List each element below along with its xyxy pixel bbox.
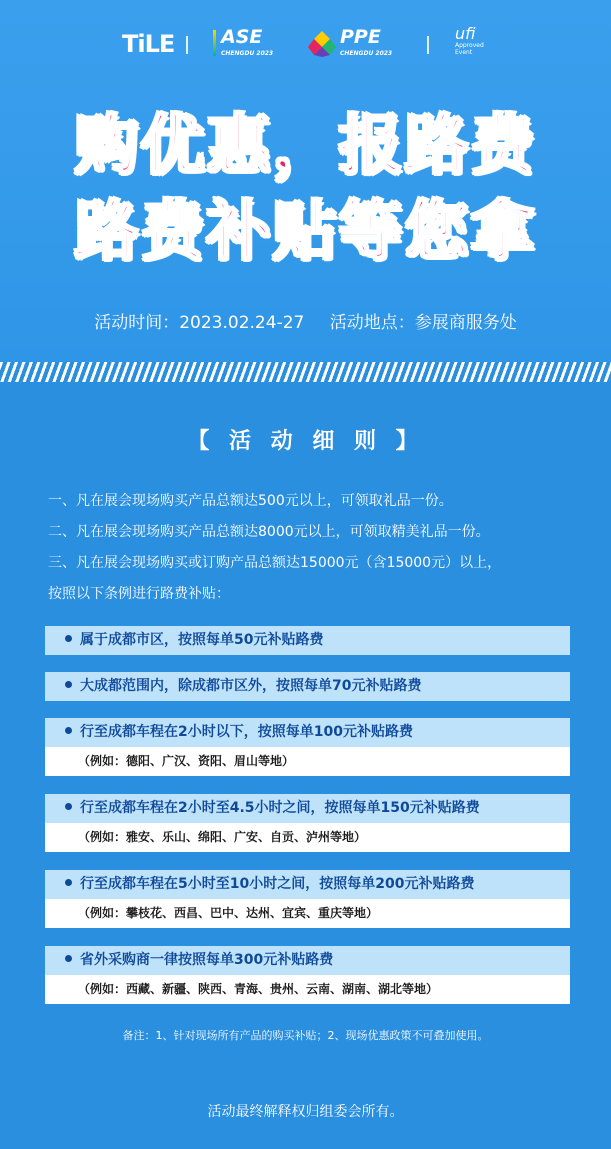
subsidy-example: （例如：西藏、新疆、陕西、青海、贵州、云南、湖南、湖北等地） [45, 975, 570, 1004]
event-time: 活动时间：2023.02.24-27 [94, 313, 305, 333]
ppe-logo-text: PPE [340, 26, 381, 48]
subsidy-box [45, 794, 570, 852]
subsidy-head-text: 省外采购商一律按照每单300元补贴路费 [80, 952, 334, 968]
rule-item: 按照以下条例进行路费补贴： [48, 586, 230, 602]
bullet-icon [65, 955, 72, 962]
bullet-icon [65, 879, 72, 886]
subsidy-head [45, 718, 570, 747]
rule-item: 二、凡在展会现场购买产品总额达8000元以上，可领取精美礼品一份。 [48, 524, 490, 540]
subsidy-head [45, 946, 570, 975]
subsidy-box [45, 870, 570, 928]
event-info [0, 308, 611, 333]
bullet-icon [65, 727, 72, 734]
subsidy-head [45, 794, 570, 823]
ase-logo-subtext: CHENGDU 2023 [221, 50, 274, 57]
subsidy-example: （例如：攀枝花、西昌、巴中、达州、宜宾、重庆等地） [45, 899, 570, 928]
note-text: 备注：1、针对现场所有产品的购买补贴；2、现场优惠政策不可叠加使用。 [122, 1029, 489, 1042]
rule-item: 一、凡在展会现场购买产品总额达500元以上，可领取礼品一份。 [48, 493, 453, 509]
subsidy-head-text: 大成都范围内，除成都市区外，按照每单70元补贴路费 [80, 678, 422, 694]
ppe-logo-subtext: CHENGDU 2023 [340, 50, 393, 57]
subsidy-example: （例如：雅安、乐山、绵阳、广安、自贡、泸州等地） [45, 823, 570, 852]
subsidy-head-text: 属于成都市区，按照每单50元补贴路费 [80, 632, 324, 648]
rule-item: 三、凡在展会现场购买或订购产品总额达15000元（含15000元）以上， [48, 555, 502, 571]
ufi-logo [455, 26, 505, 56]
logo-bar [0, 24, 611, 64]
subsidy-box [45, 718, 570, 776]
subsidy-head [45, 626, 570, 655]
subsidy-head-text: 行至成都车程在2小时以下，按照每单100元补贴路费 [80, 724, 413, 740]
rules-title: 【 活 动 细 则 】 [187, 429, 424, 454]
stripe-divider [0, 362, 611, 382]
subsidy-box [45, 946, 570, 1004]
bullet-icon [65, 635, 72, 642]
ufi-logo-line2: Event [455, 49, 473, 56]
ase-logo-bar [213, 30, 216, 56]
headline-line-2: 路费补贴等您拿 [74, 195, 537, 269]
ppe-logo-icon [308, 31, 336, 57]
subsidy-example: （例如：德阳、广汉、资阳、眉山等地） [45, 747, 570, 776]
subsidy-box [45, 672, 570, 701]
ufi-logo-text: ufi [455, 24, 476, 43]
event-location: 活动地点：参展商服务处 [329, 313, 517, 333]
ase-logo-text: ASE [221, 26, 263, 48]
tile-logo: TiLE [122, 30, 175, 58]
bullet-icon [65, 803, 72, 810]
footer-text: 活动最终解释权归组委会所有。 [207, 1104, 404, 1120]
subsidy-head [45, 870, 570, 899]
logo-divider [186, 36, 188, 54]
subsidy-box [45, 626, 570, 655]
subsidy-head [45, 672, 570, 701]
headline-line-1: 购优惠，报路费 [74, 109, 537, 183]
subsidy-head-text: 行至成都车程在5小时至10小时之间，按照每单200元补贴路费 [80, 876, 475, 892]
subsidy-head-text: 行至成都车程在2小时至4.5小时之间，按照每单150元补贴路费 [80, 800, 480, 816]
bullet-icon [65, 681, 72, 688]
logo-divider [427, 36, 429, 54]
ufi-logo-line1: Approved [455, 42, 484, 49]
